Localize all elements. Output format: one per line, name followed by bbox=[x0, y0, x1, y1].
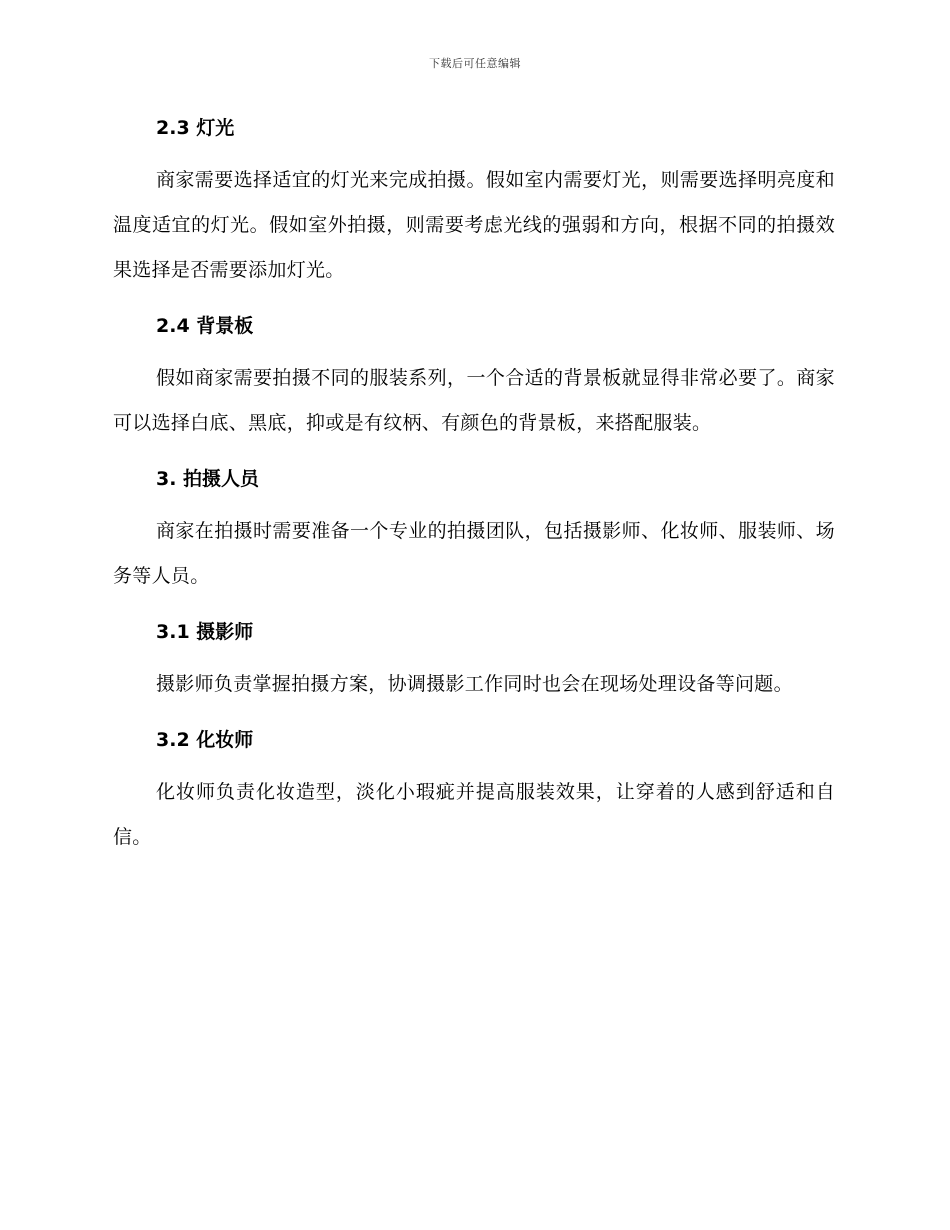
section-heading-3-2: 3.2 化妆师 bbox=[156, 729, 254, 751]
section-paragraph-2-3: 商家需要选择适宜的灯光来完成拍摄。假如室内需要灯光，则需要选择明亮度和温度适宜的灯光。假如室外拍摄，则需要考虑光线的强弱和方向，根据不同的拍摄效果选择是否需要添加灯光。 bbox=[113, 169, 835, 281]
section-heading-2-4: 2.4 背景板 bbox=[156, 315, 254, 337]
section-heading-2-3: 2.3 灯光 bbox=[156, 117, 235, 139]
page-header: 下载后可任意编辑 bbox=[429, 57, 521, 70]
section-paragraph-3: 商家在拍摄时需要准备一个专业的拍摄团队，包括摄影师、化妆师、服装师、场务等人员。 bbox=[113, 520, 835, 587]
section-paragraph-3-2: 化妆师负责化妆造型，淡化小瑕疵并提高服装效果，让穿着的人感到舒适和自信。 bbox=[113, 781, 835, 848]
section-paragraph-2-4: 假如商家需要拍摄不同的服装系列，一个合适的背景板就显得非常必要了。商家可以选择白底、黑底，抑或是有纹柄、有颜色的背景板，来搭配服装。 bbox=[113, 367, 835, 434]
section-paragraph-3-1: 摄影师负责掌握拍摄方案，协调摄影工作同时也会在现场处理设备等问题。 bbox=[156, 673, 793, 695]
section-heading-3: 3. 拍摄人员 bbox=[156, 468, 260, 490]
document-body bbox=[113, 112, 835, 860]
section-heading-3-1: 3.1 摄影师 bbox=[156, 621, 254, 643]
